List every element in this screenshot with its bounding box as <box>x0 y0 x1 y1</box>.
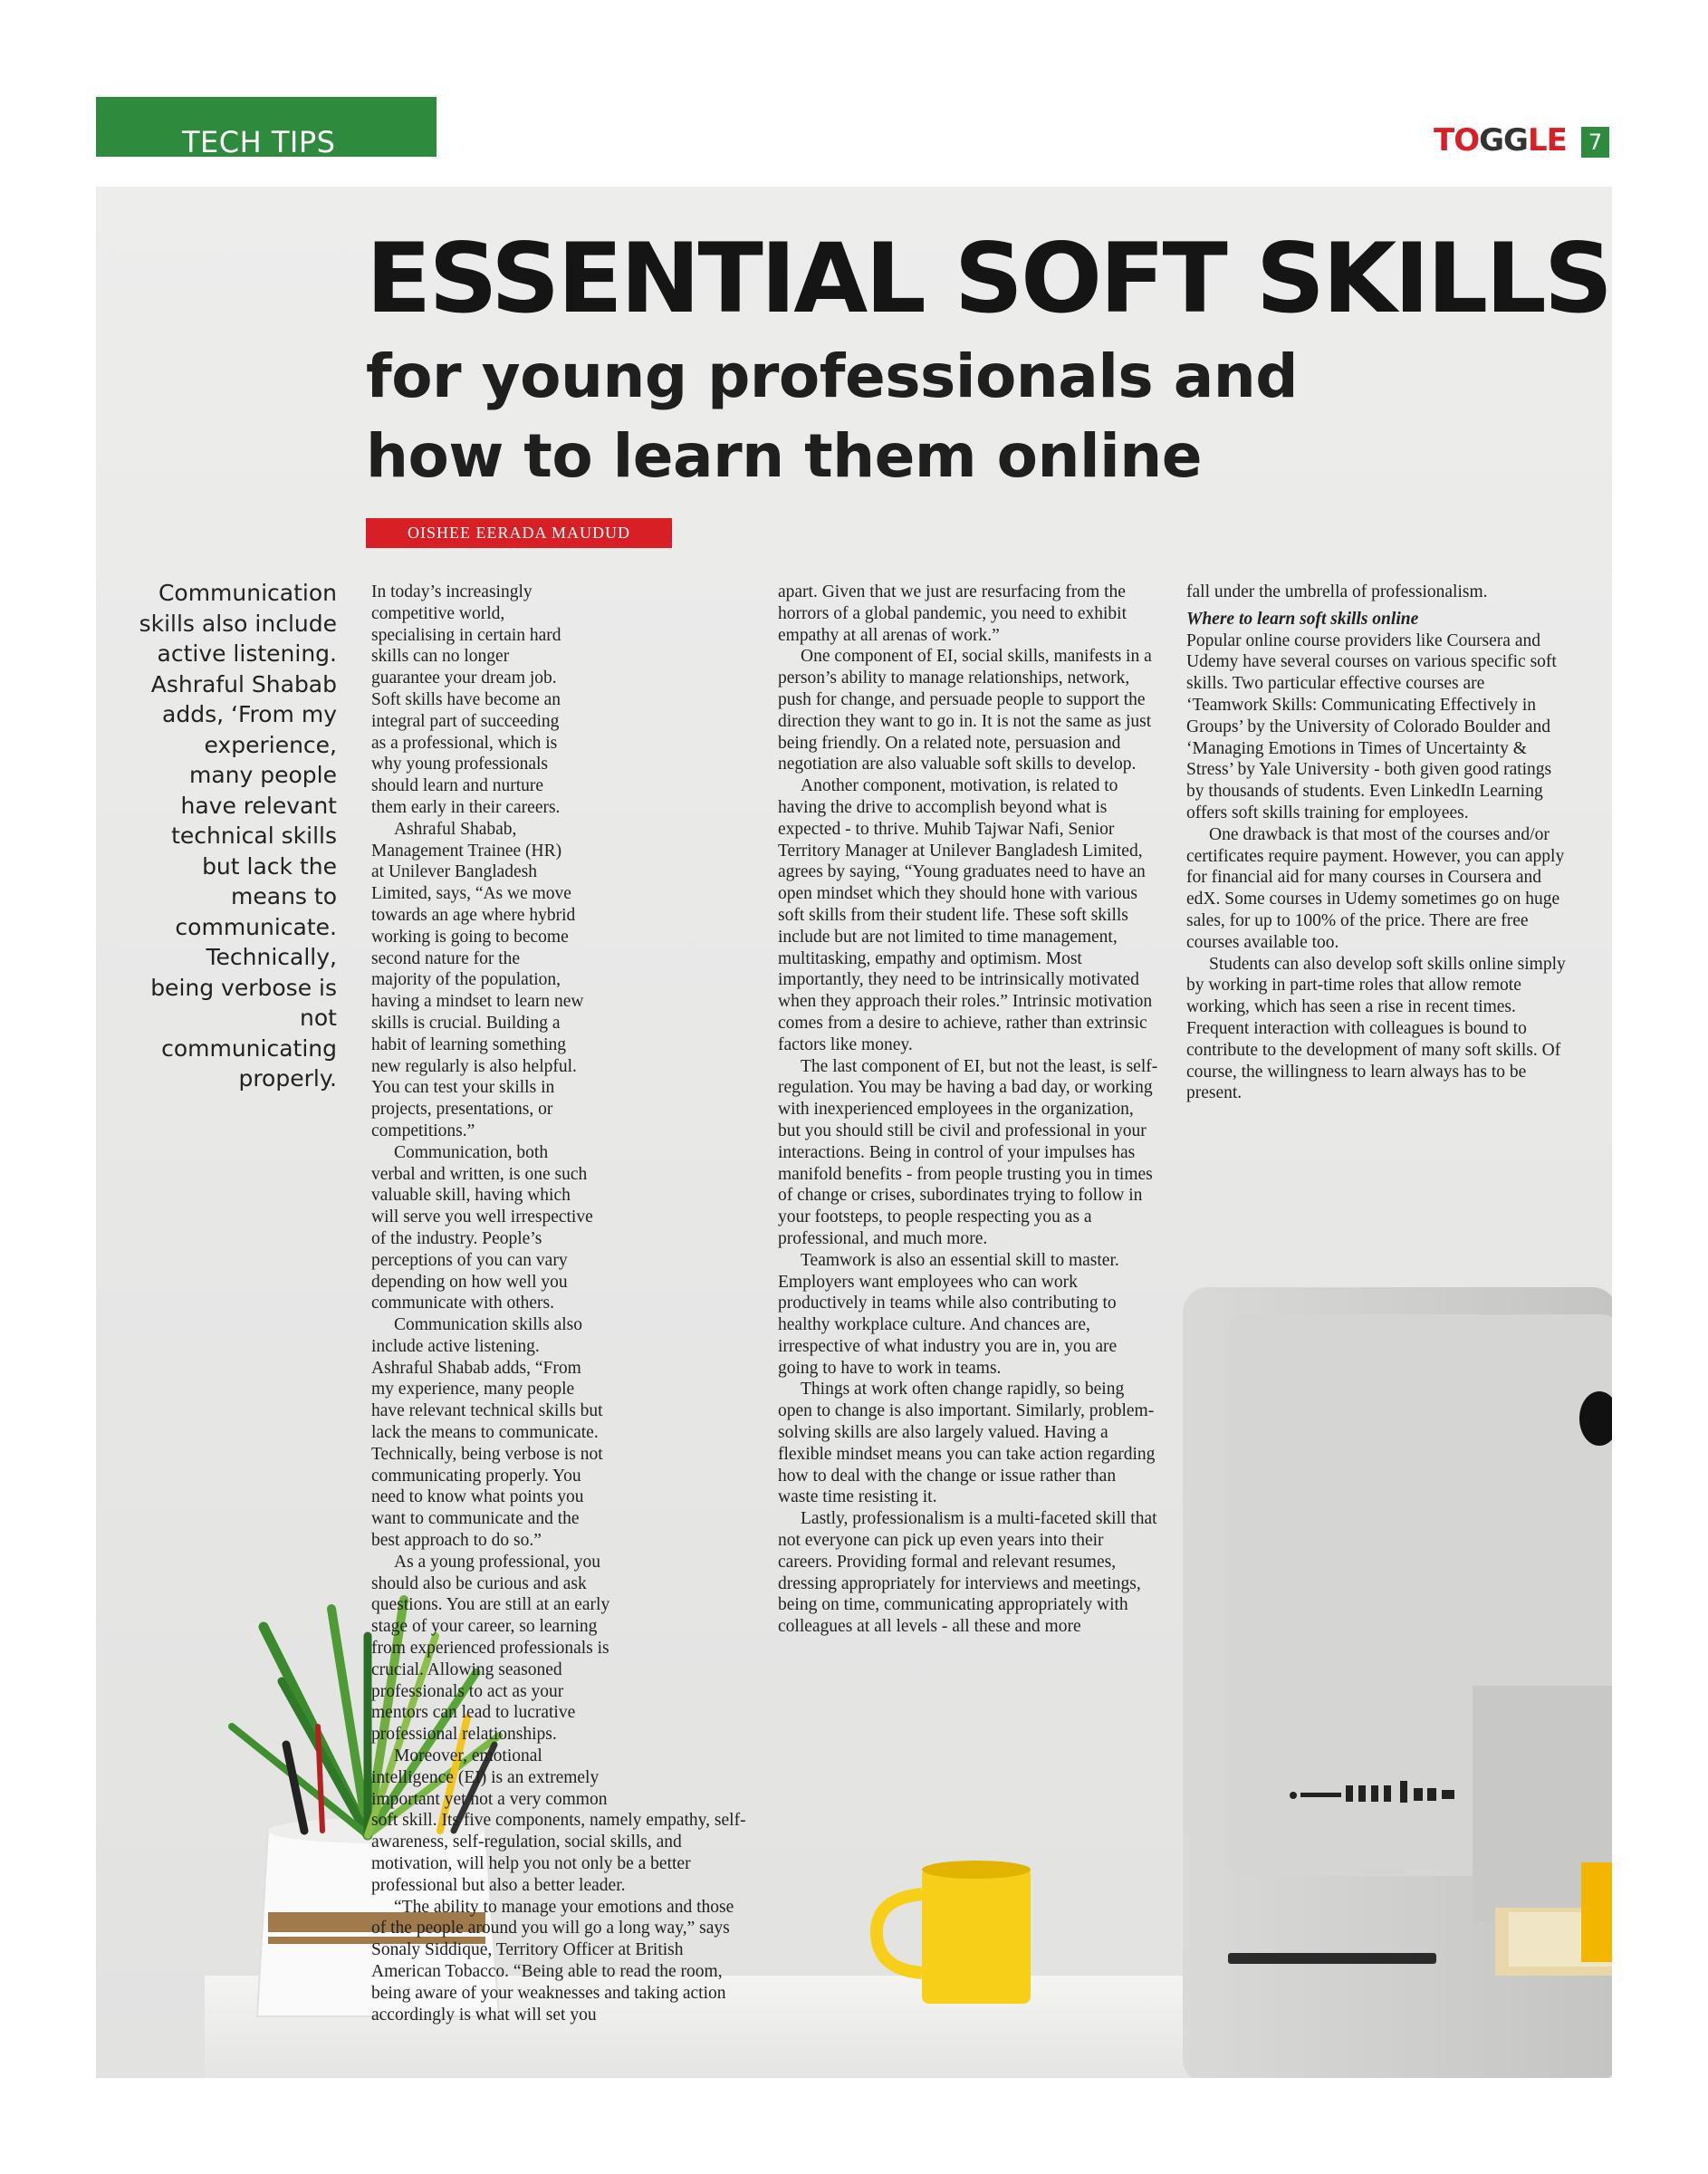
article-column-3 <box>1186 582 1567 1104</box>
paragraph: Students can also develop soft skills online simply by working in part-time roles that allow remote working, which has seen a rise in recent times. Frequent interaction with colleagues is bound to contribute to the development of many soft skills. Of course, the willingness to learn always has to be present. <box>1186 954 1566 1103</box>
section-label: TECH TIPS <box>182 125 336 159</box>
paragraph: “The ability to manage your emotions and those of the people around you will go a long way,” says Sonaly Siddique, Territory Officer at British American Tobacco. “Being able to read the room, being aware of your weaknesses and taking action accordingly is what will set you <box>371 1897 734 2025</box>
paragraph: Moreover, emotional intelligence (EI) is an extremely important yet not a very common soft skill. Its five components, namely empathy, self-awareness, self-regulation, social skills, and motivation, will help you not only be a better professional but also a better leader. <box>371 1746 746 1895</box>
section-heading: Where to learn soft skills online <box>1186 609 1419 629</box>
monitor-base <box>1228 1953 1436 1964</box>
paragraph: Things at work often change rapidly, so being open to change is also important. Similarly, problem-solving skills are also largely valued. Having a flexible mindset means you can take action regarding how to deal with the change or issue rather than waste time resisting it. <box>778 1380 1156 1507</box>
author-byline: OISHEE EERADA MAUDUD <box>366 518 672 548</box>
paragraph: Communication, both verbal and written, is one such valuable skill, having which will serve you well irrespective of the industry. People’s perceptions of you can vary depending on how well you communicate with others. <box>371 1142 593 1313</box>
paragraph: Another component, motivation, is related to having the drive to accomplish beyond what is expected - to thrive. Muhib Tajwar Nafi, Senior Territory Manager at Unilever Bangladesh Limited, agrees by saying, “Young graduates need to have an open mindset which they should hone with various soft skills from their student life. These soft skills include but are not limited to time management, multitasking, empathy and optimism. Most importantly, they need to be intrinsically motivated when they approach their roles.” Intrinsic motivation comes from a desire to achieve, rather than extrinsic factors like money. <box>778 776 1153 1054</box>
magazine-logo: TOGGLE <box>1434 122 1567 159</box>
page-number: 7 <box>1581 127 1609 158</box>
section-tab <box>96 97 437 157</box>
paragraph: One drawback is that most of the courses and/or certificates require payment. However, you can apply for financial aid for many courses in Coursera and edX. Some courses in Udemy sometimes go on huge sales, for up to 100% of the price. There are free courses available too. <box>1186 824 1565 952</box>
paragraph: Teamwork is also an essential skill to master. Employers want employees who can work productively in teams while also contributing to healthy workplace culture. And chances are, irrespective of what industry you are in, you are going to have to work in teams. <box>778 1250 1119 1378</box>
article-column-1 <box>371 582 752 2025</box>
paragraph: Communication skills also include active listening. Ashraful Shabab adds, “From my experience, many people have relevant technical skills but lack the means to communicate. Technically, being verbose is not communicating properly. You need to know what points you want to communicate and the best approach to do so.” <box>371 1315 603 1551</box>
article-subheadline: for young professionals and how to learn them online <box>366 341 1298 491</box>
yellow-cup-right <box>1581 1862 1612 1962</box>
paragraph: fall under the umbrella of professionalism. <box>1186 582 1488 601</box>
paragraph: One component of EI, social skills, manifests in a person’s ability to manage relationships, network, push for change, and persuade people to support the direction they want to go in. It is not the same as just being friendly. On a related note, persuasion and negotiation are also valuable soft skills to develop. <box>778 647 1152 774</box>
paragraph: The last component of EI, but not the least, is self-regulation. You may be having a bad day, or working with inexperienced employees in the organization, but you should still be civil and professional in your interactions. Being in control of your impulses has manifold benefits - from people trusting you in times of change or crises, subordinates trying to follow in your footsteps, to people respecting you as a professional, and much more. <box>778 1056 1158 1248</box>
article-column-2 <box>778 582 1158 1638</box>
article-headline: ESSENTIAL SOFT SKILLS <box>366 223 1611 334</box>
paragraph: Lastly, professionalism is a multi-faceted skill that not everyone can pick up even years into their careers. Providing formal and relevant resumes, dressing appropriately for interviews and meetings, being on time, communicating appropriately with colleagues at all levels - all these and more <box>778 1509 1157 1637</box>
paragraph: Popular online course providers like Coursera and Udemy have several courses on various specific soft skills. Two particular effective courses are ‘Teamwork Skills: Communicating Effectively in Groups’ by the University of Colorado Boulder and ‘Managing Emotions in Times of Uncertainty & Stress’ by Yale University - both given good ratings by thousands of students. Even LinkedIn Learning offers soft skills training for employees. <box>1186 630 1557 822</box>
pull-quote: Communication skills also include active listening. Ashraful Shabab adds, ‘From my experience, many people have relevant technical skills but lack the means to communicate. Technically, being verbose is not communicating properly. <box>139 580 337 1092</box>
paragraph: As a young professional, you should also be curious and ask questions. You are still at an early stage of your career, so learning from experienced professionals is crucial. Allowing seasoned professionals to act as your mentors can lead to lucrative professional relationships. <box>371 1552 610 1745</box>
paragraph: apart. Given that we just are resurfacing from the horrors of a global pandemic, you need to exhibit empathy at all arenas of work.” <box>778 582 1127 645</box>
paragraph: Ashraful Shabab, Management Trainee (HR) at Unilever Bangladesh Limited, says, “As we move towards an age where hybrid working is going to become second nature for the majority of the population, having a mindset to learn new skills is crucial. Building a habit of learning something new regularly is also helpful. You can test your skills in projects, presentations, or competitions.” <box>371 819 584 1140</box>
paragraph: In today’s increasingly competitive world, specialising in certain hard skills can no longer guarantee your dream job. Soft skills have become an integral part of succeeding as a professional, which is why young professionals should learn and nurture them early in their careers. <box>371 582 561 817</box>
